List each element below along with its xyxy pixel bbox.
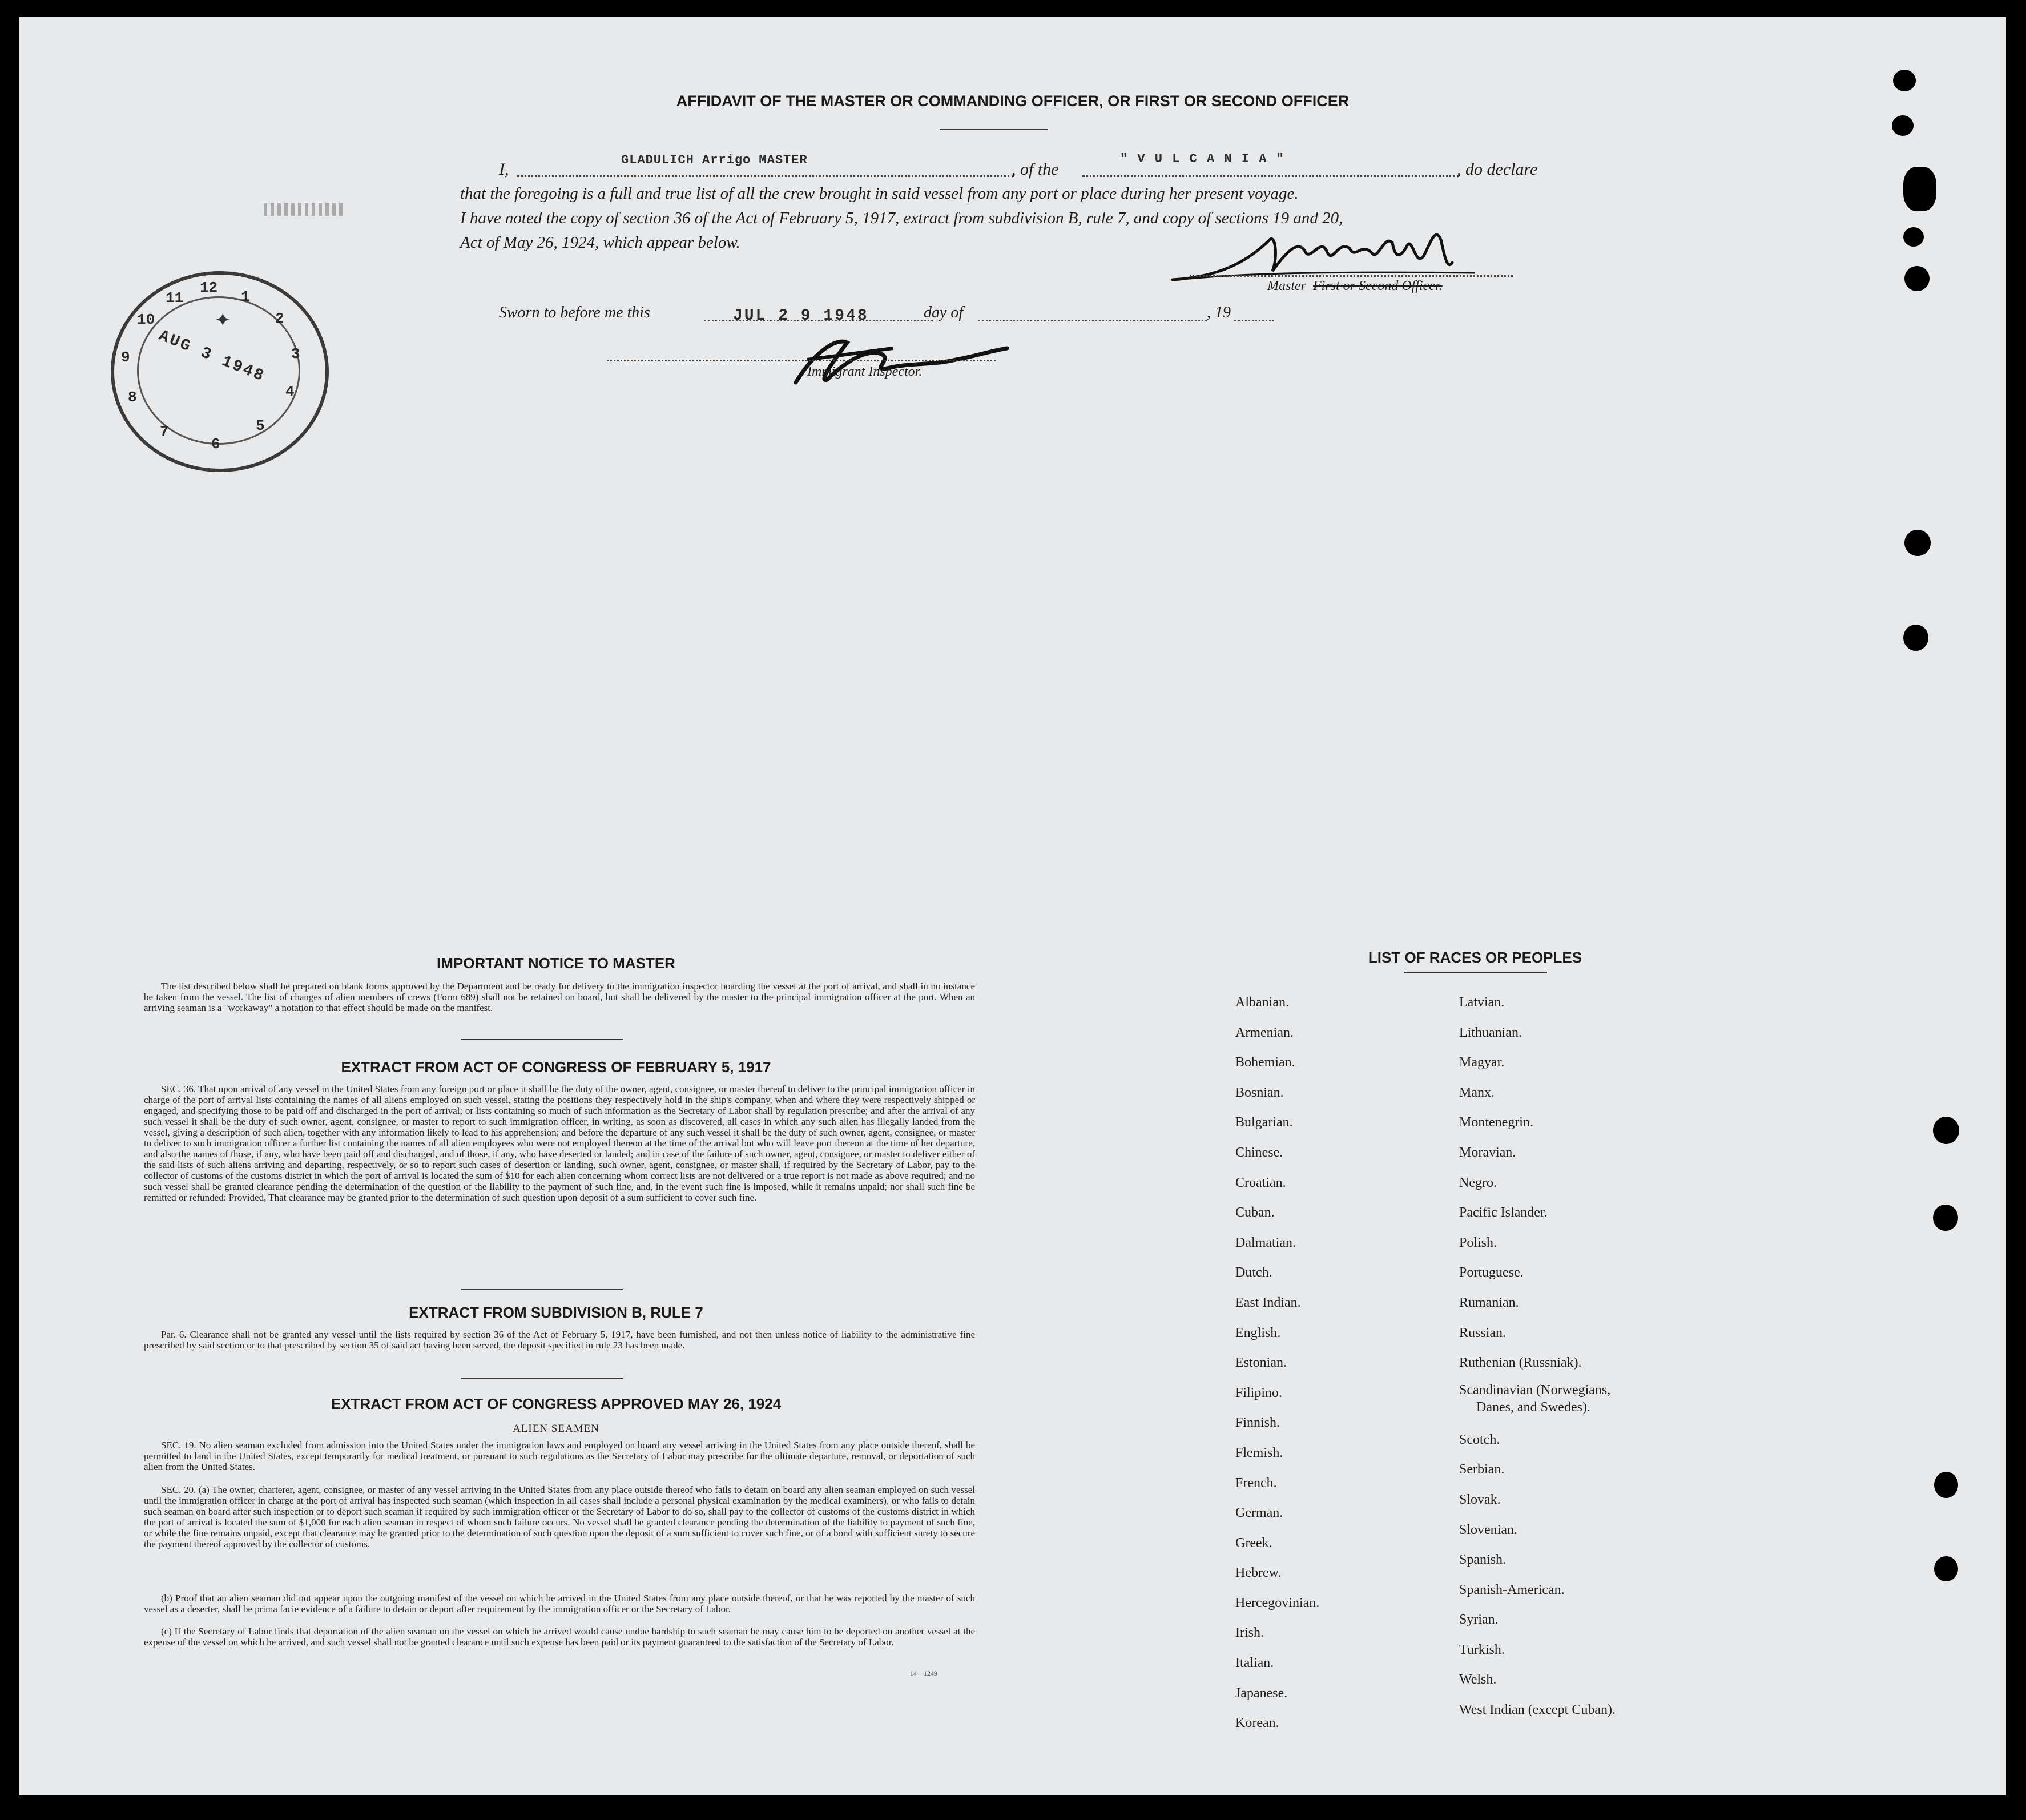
- race-item: Dalmatian.: [1235, 1235, 1296, 1250]
- sec-19-text: SEC. 19. No alien seaman excluded from admission into the United States under the immigration laws and employed on board any vessel arriving in the United States from any place outside thereof, shall be permitted to land in the United States, except temporarily for medical treatment, or pursuant to such regulations as the Secretary of Labor may prescribe for the ultimate departure, removal, or deportation of such alien from the United States.: [144, 1440, 975, 1472]
- notice-title: IMPORTANT NOTICE TO MASTER: [437, 955, 675, 972]
- stamp-date: AUG 3 1948: [156, 327, 268, 386]
- race-item: Dutch.: [1235, 1265, 1272, 1281]
- punch-hole: [1904, 530, 1931, 556]
- race-item: Armenian.: [1235, 1025, 1294, 1040]
- race-item: Bohemian.: [1235, 1055, 1295, 1070]
- race-item: Ruthenian (Russniak).: [1459, 1355, 1582, 1371]
- race-item-continuation: Danes, and Swedes).: [1476, 1399, 1590, 1415]
- notice-text: The list described below shall be prepared on blank forms approved by the Department and be ready for delivery to the immigration inspector boarding the vessel at the port of arrival, and shall in no instance be taken from the vessel. The list of changes of alien members of crews (Form 689) shall not be retained on board, but shall be delivered by the master to the principal immigration officer at the port. When an arriving seaman is a "workaway" a notation to that effect should be made on the manifest.: [144, 981, 975, 1013]
- vessel-name: " V U L C A N I A ": [1120, 152, 1285, 166]
- race-item: Irish.: [1235, 1625, 1264, 1641]
- extract-rule7-title: EXTRACT FROM SUBDIVISION B, RULE 7: [409, 1304, 703, 1321]
- race-item: Chinese.: [1235, 1145, 1283, 1160]
- race-item: Albanian.: [1235, 995, 1289, 1010]
- race-item: Hebrew.: [1235, 1565, 1282, 1581]
- stamp-ring-6: 6: [211, 436, 220, 453]
- extract-rule7-text: Par. 6. Clearance shall not be granted any vessel until the lists required by section 36 of the Act of February 5, 1917, have been furnished, and not then unless notice of liability to the administrative fine prescribed by said section or to that prescribed by section 35 of said act having been served, the deposit specified in rule 23 has been made.: [144, 1329, 975, 1351]
- race-item: Scotch.: [1459, 1432, 1500, 1447]
- race-item: Hercegovinian.: [1235, 1595, 1320, 1610]
- race-item: Turkish.: [1459, 1642, 1505, 1657]
- day-of-text: day of: [924, 304, 964, 321]
- races-column-1: [1235, 988, 1319, 1738]
- sworn-date-stamp: JUL 2 9 1948: [733, 307, 869, 325]
- race-item: Rumanian.: [1459, 1295, 1519, 1310]
- stamp-ring-2: 2: [275, 310, 284, 327]
- extract-1917-divider: [461, 1289, 623, 1290]
- signer-label: [1267, 279, 1443, 294]
- race-item: West Indian (except Cuban).: [1459, 1702, 1616, 1718]
- master-name-line: [517, 175, 1014, 177]
- affidavit-line-3: I have noted the copy of section 36 of the Act of February 5, 1917, extract from subdivision B, rule 7, and copy of sections 19 and 20,: [460, 209, 1343, 227]
- extract-rule7-divider: [461, 1378, 623, 1379]
- punch-hole: [1934, 1556, 1958, 1581]
- race-item: Japanese.: [1235, 1685, 1288, 1701]
- race-item: Spanish-American.: [1459, 1582, 1565, 1597]
- race-item: Polish.: [1459, 1235, 1497, 1250]
- race-item: Slovak.: [1459, 1492, 1501, 1507]
- year-text: , 19: [1207, 304, 1231, 321]
- race-item: Welsh.: [1459, 1672, 1497, 1688]
- punch-hole: [1934, 1472, 1958, 1498]
- notice-divider: [461, 1039, 623, 1040]
- inspector-label: Immigrant Inspector.: [807, 364, 923, 379]
- struck-officer-label: First or Second Officer.: [1313, 279, 1443, 293]
- race-item: Croatian.: [1235, 1175, 1286, 1190]
- race-item: French.: [1235, 1475, 1277, 1491]
- extract-1917-title: EXTRACT FROM ACT OF CONGRESS OF FEBRUARY 5, 1917: [341, 1058, 771, 1076]
- of-the-text: , of the: [1012, 160, 1059, 179]
- race-item: Pacific Islander.: [1459, 1205, 1548, 1221]
- races-divider: [1404, 972, 1547, 973]
- race-item: Negro.: [1459, 1175, 1497, 1190]
- punch-hole: [1892, 115, 1914, 136]
- sworn-prefix: Sworn to before me this: [499, 304, 650, 321]
- stamp-ring-8: 8: [128, 389, 137, 406]
- race-item: Syrian.: [1459, 1612, 1499, 1628]
- race-item: Korean.: [1235, 1716, 1279, 1731]
- race-item: Manx.: [1459, 1085, 1495, 1100]
- race-item: Moravian.: [1459, 1145, 1516, 1160]
- race-item: Bosnian.: [1235, 1085, 1284, 1100]
- stamp-ring-12: 12: [200, 279, 218, 296]
- race-item: Portuguese.: [1459, 1265, 1524, 1281]
- master-name: GLADULICH Arrigo MASTER: [621, 153, 808, 167]
- race-item: Bulgarian.: [1235, 1115, 1293, 1130]
- race-item: Italian.: [1235, 1656, 1274, 1671]
- race-item: Russian.: [1459, 1325, 1507, 1340]
- affidavit-title: AFFIDAVIT OF THE MASTER OR COMMANDING OFFICER, OR FIRST OR SECOND OFFICER: [676, 92, 1350, 110]
- punch-hole: [1903, 625, 1928, 651]
- stamp-ring-3: 3: [291, 345, 300, 363]
- stamp-ring-10: 10: [137, 311, 155, 328]
- punch-hole: [1893, 70, 1916, 91]
- race-item: Estonian.: [1235, 1355, 1287, 1371]
- punch-hole: [1933, 1205, 1958, 1231]
- inspector-line: [607, 360, 996, 361]
- race-item: Filipino.: [1235, 1385, 1283, 1400]
- year-line: [1234, 320, 1274, 321]
- race-item: Cuban.: [1235, 1205, 1275, 1221]
- stamp-ring-11: 11: [166, 289, 184, 307]
- extract-1917-text: SEC. 36. That upon arrival of any vessel in the United States from any foreign port or place it shall be the duty of the owner, agent, consignee, or master thereof to deliver to the principal immigration officer in charge of the port of arrival lists containing the names of all aliens employed on such vessel, stating the positions they respectively hold in the ship's company, when and where they were respectively shipped or engaged, and specifying those to be paid off and discharged in the port of arrival; or lists containing so much of such information as the Secretary of Labor shall by regulation prescribe; and after the arrival of any such vessel it shall be the duty of such owner, agent, consignee, or master to report to such immigration officer, in writing, as soon as discovered, all cases in which any such alien has illegally landed from the vessel, giving a description of such alien, together with any information likely to lead to his apprehension; and before the departure of any such vessel it shall be the duty of such owner, agent, consignee, or master to deliver to such immigration officer a further list containing the names of all alien employees who were not employed thereon at the time of the arrival but who will leave port thereon at the time of her departure, and also the names of those, if any, who have been paid off and discharged, and of those, if any, who have deserted or landed; and in case of the failure of such owner, agent, consignee, or master to deliver either of the said lists of such aliens arriving and departing, respectively, or so to report such cases of desertion or landing, such owner, agent, consignee, or master shall, if required by the Secretary of Labor, pay to the collector of customs of the customs district in which the port of arrival is located the sum of $10 for each alien concerning whom correct lists are not delivered or a true report is not made as above required; and no such vessel shall be granted clearance pending the determination of the question of the liability to the payment of such fine, and, in the event such fine is imposed, while it remains unpaid; nor shall such fine be remitted or refunded: Provided, That clearance may be granted prior to the determination of such question upon deposit of a sum sufficient to cover such fine.: [144, 1084, 975, 1203]
- race-item: German.: [1235, 1505, 1283, 1521]
- date-stamp: [111, 271, 329, 472]
- race-item: Magyar.: [1459, 1055, 1505, 1070]
- race-item: Greek.: [1235, 1535, 1272, 1551]
- race-item: English.: [1235, 1325, 1281, 1340]
- alien-seamen-subtitle: ALIEN SEAMEN: [513, 1423, 599, 1435]
- punch-hole: [1904, 266, 1930, 291]
- do-declare-text: , do declare: [1457, 160, 1538, 179]
- race-item: Latvian.: [1459, 995, 1505, 1010]
- document-page: [19, 17, 2006, 1795]
- master-label: Master: [1267, 279, 1306, 293]
- race-item: Scandinavian (Norwegians,: [1459, 1382, 1611, 1398]
- sec-20a-text: SEC. 20. (a) The owner, charterer, agent, consignee, or master of any vessel arriving in the United States from any place outside thereof who fails to detain on board any alien seaman employed on such vessel until the immigration officer in charge at the port of arrival has inspected such seaman (which inspection in all cases shall include a personal physical examination by the medical examiners), or who fails to detain such seaman on board after such inspection or to deport such seaman if required by such immigration officer or the Secretary of Labor to do so, shall pay to the collector of customs of the customs district in which the port of arrival is located the sum of $1,000 for each alien seaman in respect of whom such failure occurs. No vessel shall be granted clearance pending the determination of the liability to payment of such fine, or while the fine remains unpaid, except that clearance may be granted prior to the determination of such question upon the deposit of a sum sufficient to cover such fine, or of a bond with sufficient surety to secure the payment thereof approved by the collector of customs.: [144, 1484, 975, 1549]
- race-item: Serbian.: [1459, 1462, 1505, 1477]
- race-item: Montenegrin.: [1459, 1115, 1533, 1130]
- sec-20c-text: (c) If the Secretary of Labor finds that deportation of the alien seaman on the vessel on which he arrived would cause undue hardship to such seaman he may cause him to be deported on another vessel at the expense of the vessel on which he arrived, and such vessel shall not be granted clearance until such expense has been paid or its payment guaranteed to the satisfaction of the Secretary of Labor.: [144, 1626, 975, 1648]
- stamp-star-icon: ✦: [215, 310, 231, 331]
- race-item: Flemish.: [1235, 1445, 1283, 1460]
- form-number: 14—1249: [910, 1669, 937, 1677]
- races-title: LIST OF RACES OR PEOPLES: [1368, 949, 1582, 966]
- affidavit-prefix: I,: [499, 160, 509, 179]
- extract-1924-title: EXTRACT FROM ACT OF CONGRESS APPROVED MAY 26, 1924: [331, 1395, 782, 1412]
- stamp-ring-4: 4: [285, 383, 295, 400]
- stamp-ring-5: 5: [256, 417, 265, 434]
- race-item: East Indian.: [1235, 1295, 1301, 1310]
- faint-mark: [264, 203, 344, 216]
- punch-hole: [1903, 227, 1924, 247]
- title-divider: [940, 129, 1048, 130]
- races-column-2: [1459, 988, 1616, 1725]
- punch-hole: [1903, 167, 1936, 211]
- month-line: [978, 320, 1207, 321]
- signature-line: [1190, 275, 1513, 277]
- stamp-ring-1: 1: [241, 288, 250, 305]
- punch-hole: [1933, 1117, 1959, 1144]
- race-item: Finnish.: [1235, 1415, 1280, 1431]
- affidavit-line-4: Act of May 26, 1924, which appear below.: [460, 233, 740, 252]
- vessel-line: [1082, 175, 1459, 177]
- affidavit-line-2: that the foregoing is a full and true list of all the crew brought in said vessel from any port or place during her present voyage.: [460, 184, 1299, 203]
- stamp-ring-9: 9: [121, 349, 130, 366]
- stamp-ring-7: 7: [160, 423, 169, 440]
- race-item: Slovenian.: [1459, 1522, 1517, 1537]
- race-item: Spanish.: [1459, 1552, 1507, 1568]
- race-item: Lithuanian.: [1459, 1025, 1522, 1040]
- sec-20b-text: (b) Proof that an alien seaman did not appear upon the outgoing manifest of the vessel on which he arrived in the United States from any place outside thereof, or that he was reported by the master of such vessel as a deserter, shall be prima facie evidence of a failure to detain or deport after requirement by the immigration officer or the Secretary of Labor.: [144, 1593, 975, 1614]
